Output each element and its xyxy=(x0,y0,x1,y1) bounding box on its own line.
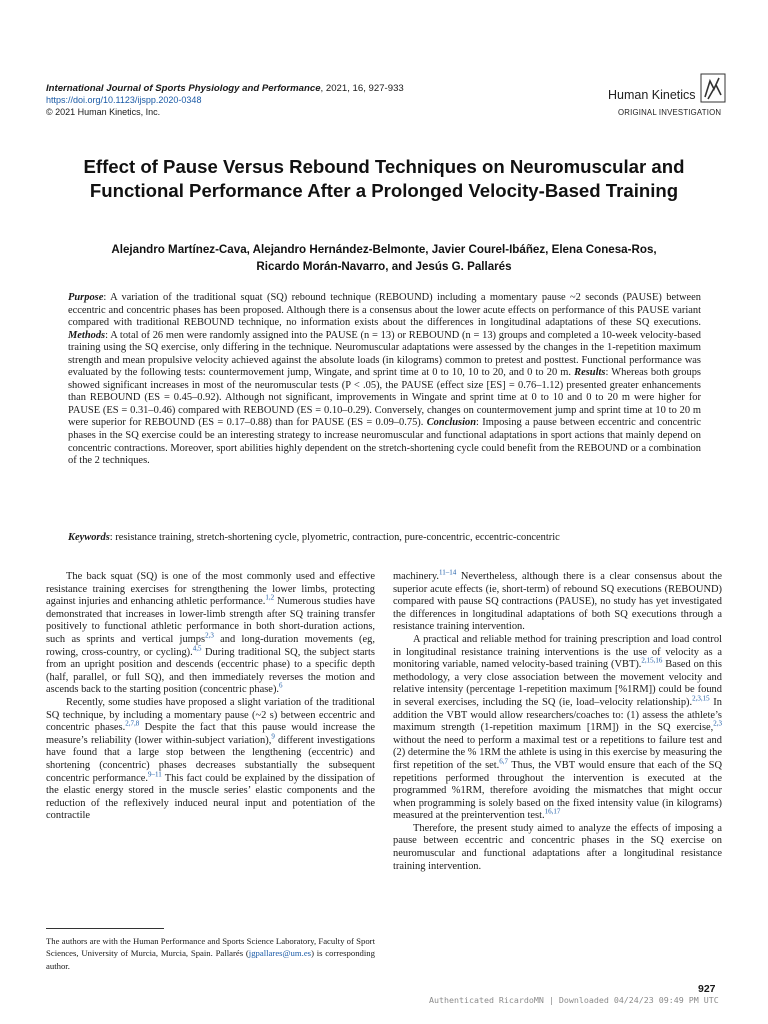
citation-ref[interactable]: 2,3 xyxy=(713,719,722,728)
footnote-divider xyxy=(46,928,164,929)
article-title: Effect of Pause Versus Rebound Techniques on Neuromuscular and Functional Performance After a Prolonged Velocity-Based Training xyxy=(83,156,685,201)
article-type: ORIGINAL INVESTIGATION xyxy=(618,108,722,117)
human-kinetics-logo-icon xyxy=(700,73,726,103)
paragraph-3: machinery.$^{11-14}$ Nevertheless, although there is a clear consensus about the superior acute effects (ie, short-term) of rebound SQ executions (REBOUND) compared with pause SQ contractions (PAUSE), no study has yet investigated the differences in longitudinal adaptations of both SQ executions through a resistance training intervention. xyxy=(393,568,722,633)
results-label: Results xyxy=(574,367,606,379)
paragraph-5: Therefore, the present study aimed to analyze the effects of imposing a pause between eccentric and concentric phases in the SQ exercise on neuromuscular and functional adaptations after a longitudinal resistance training intervention. xyxy=(393,822,722,872)
publisher-name: Human Kinetics xyxy=(608,88,696,102)
copyright: © 2021 Human Kinetics, Inc. xyxy=(46,107,161,117)
citation-ref[interactable]: 4,5 xyxy=(192,644,202,653)
citation-ref[interactable]: 2,3,15 xyxy=(692,694,710,703)
corresponding-email-link[interactable]: jgpallares@um.es xyxy=(248,948,312,959)
results-text: : Whereas both groups showed significant increases in most of the neuromuscular tests (P < .05), the PAUSE (effect size [ES] = 0.76–1.12) presented greater enhancements than REBOUND (ES = 0.45–0.92). Although not significant, improvements in Wingate and sprint time at 0 to 10 and 0 to 20 m were higher for PAUSE (ES = 0.31–0.46) compared with REBOUND (ES = 0.10–0.29). Conversely, changes on countermovement jump and sprint time at 10 to 20 m were superior for REBOUND (ES = 0.17–0.88) than for PAUSE (ES = 0.09–0.75). xyxy=(68,367,701,429)
paragraph-4: A practical and reliable method for training prescription and load control in longitudinal resistance training interventions is the use of velocity as a monitoring variable, named velocity-based training (VBT).$^{2,15,16}$ Based on this methodology, a very close association between the movement velocity and relative intensity (percentage 1-repetition maximum [%1RM]) could be found in several exercises, including the SQ (ie, load–velocity relationship).$^{2,3,15}$ In addition the VBT would allow researchers/coaches to: (1) assess the athlete’s maximum strength (1-repetition maximum [1RM]) in the SQ exercise,$^{2,3}$ without the need to perform a maximal test or a repetitions to failure test and (2) determine the % 1RM the athlete is using in this exercise by measuring the first repetition of the set.$^{6,7}$ Thus, the VBT would ensure that each of the SQ repetitions performed throughout the intervention is executed at the programmed %1RM, therefore avoiding the mismatches that might occur when programming is solely based on the fixed intensity value (in kilograms) measured at the preintervention test.$^{16,17}$ xyxy=(393,633,722,822)
author-list xyxy=(40,241,728,275)
authors-line-1: Alejandro Martínez-Cava, Alejandro Hernández-Belmonte, Javier Courel-Ibáñez, Elena Conesa-Ros, xyxy=(111,243,657,256)
authors-line-2: Ricardo Morán-Navarro, and Jesús G. Pallarés xyxy=(256,260,512,273)
journal-details: , 2021, 16, 927-933 xyxy=(320,83,404,94)
conclusion-text: : Imposing a pause between eccentric and concentric phases in the SQ exercise could be an interesting strategy to increase neuromuscular and functional adaptations in sport actions that mainly depend on concentric contractions. Moreover, sport abilities highly dependent on the stretch-shortening cycle could benefit from the REBOUND or a combination of the 2 techniques. xyxy=(68,417,701,467)
methods-label: Methods xyxy=(68,329,106,341)
citation-ref[interactable]: 6,7 xyxy=(499,757,509,766)
journal-title: International Journal of Sports Physiology and Performance xyxy=(46,83,321,94)
methods-text: : A total of 26 men were randomly assigned into the PAUSE (n = 13) or REBOUND (n = 13) groups and completed a 10-week velocity-based training using the SQ exercise, only differing in the technique. Neuromuscular adaptations were assessed by the changes in the 1-repetition maximum strength and mean propulsive velocity achieved against the absolute loads (in kilograms) common to pretest and posttest. Functional performance was evaluated by the following tests: countermovement jump, Wingate, and sprint time at 0 to 10, 10 to 20, and 0 to 20 m. xyxy=(68,329,701,379)
keywords-label: Keywords xyxy=(68,532,110,543)
paragraph-1: The back squat (SQ) is one of the most commonly used and effective resistance training exercises for strengthening the lower limbs, protecting against injuries and enhancing athletic performance.$^{1,2}$ Numerous studies have demonstrated that increases in lower-limb strength after SQ training transfer positively to functional athletic performance in both short-duration actions, such as sprints and vertical jumps$^{2,3}$ and long-duration movements (eg, rowing, cross-country, or cycling).$^{4,5}$ During traditional SQ, the subject starts from an upright position and descends (eccentric phase) to a specific depth (half, parallel, or full SQ), and then immediately reverses the motion and ascends back to the starting position (concentric phase).$^6$ xyxy=(46,571,375,696)
keywords xyxy=(68,531,701,544)
citation-ref[interactable]: 9–11 xyxy=(147,770,162,779)
citation-ref[interactable]: 9 xyxy=(271,732,275,741)
citation-ref[interactable]: 2,7,8 xyxy=(125,719,140,728)
abstract xyxy=(68,292,701,468)
conclusion-label: Conclusion xyxy=(426,417,477,429)
citation-ref[interactable]: 6 xyxy=(279,681,283,690)
author-affiliation-footnote: The authors are with the Human Performance and Sports Science Laboratory, Faculty of Sport Sciences, University of Murcia, Murcia, Spain. Pallarés (jgpallares@um.es) is corresponding author. xyxy=(46,936,375,971)
body-column-right xyxy=(393,568,722,873)
body-column-left xyxy=(46,571,375,823)
purpose-text: : A variation of the traditional squat (SQ) rebound technique (REBOUND) including a momentary pause ~2 seconds (PAUSE) between eccentric and concentric phases has been proposed. Although there is a consensus about the lower acute effects on performance of this PAUSE variant compared with traditional REBOUND technique, no information exists about the differences in longitudinal adaptations of these SQ executions. xyxy=(68,292,701,329)
journal-citation xyxy=(46,83,404,95)
citation-ref[interactable]: 11–14 xyxy=(438,568,457,577)
page-number: 927 xyxy=(698,983,716,995)
purpose-label: Purpose xyxy=(68,292,104,303)
citation-ref[interactable]: 16,17 xyxy=(544,807,561,816)
doi-link[interactable]: https://doi.org/10.1123/ijspp.2020-0348 xyxy=(46,95,202,105)
citation-ref[interactable]: 2,3 xyxy=(205,631,214,640)
citation-ref[interactable]: 2,15,16 xyxy=(641,656,663,665)
paragraph-2: Recently, some studies have proposed a slight variation of the traditional SQ technique, by including a momentary pause (~2 s) between eccentric and concentric phases.$^{2,7,8}$ Despite the fact that this pause would increase the measure’s reliability (lower within-subject variation),$^9$ different investigations have found that a large stop between the lengthening (eccentric) and shortening (concentric) phases decreases substantially the subsequent concentric performance.$^{9-11}$ This fact could be explained by the dissipation of the elastic energy stored in the muscle series’ elastic components and the reduction of the reflexively induced neural input and potentiation of the contractile xyxy=(46,696,375,822)
download-watermark: Authenticated RicardoMN | Downloaded 04/24/23 09:49 PM UTC xyxy=(429,995,719,1005)
keywords-text: : resistance training, stretch-shortening cycle, plyometric, contraction, pure-concentric, eccentric-concentric xyxy=(109,532,560,543)
citation-ref[interactable]: 1,2 xyxy=(265,593,275,602)
